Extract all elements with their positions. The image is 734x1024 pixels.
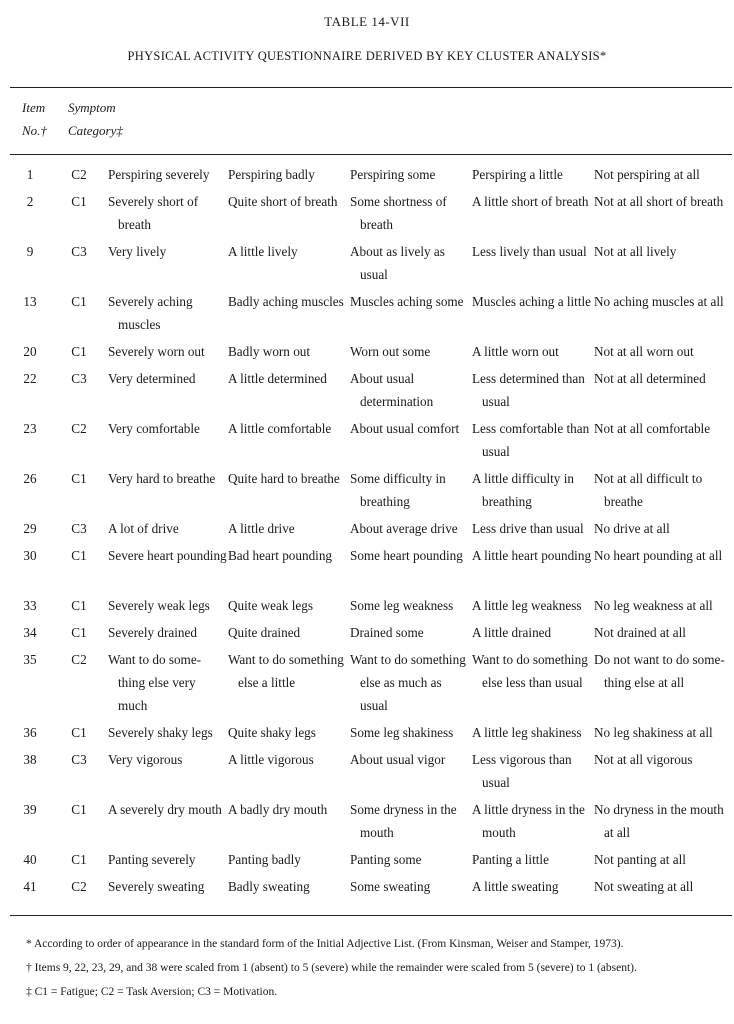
cell-symptom-category: C1 <box>71 625 87 640</box>
cell-item-no: 29 <box>23 521 37 536</box>
cell-severity-level-5: Severely aching muscles <box>108 294 193 332</box>
cell-item-no: 33 <box>23 598 37 613</box>
cell-severity-level-3: Drained some <box>350 625 424 640</box>
cell-item-no: 41 <box>23 879 37 894</box>
cell-severity-level-2: A little leg weakness <box>472 598 582 613</box>
cell-item-no: 9 <box>26 244 34 259</box>
cell-item-no: 23 <box>23 421 37 436</box>
cell-severity-level-1: No leg weakness at all <box>594 598 713 613</box>
cell-severity-level-1: Not at all short of breath <box>594 194 724 209</box>
cell-severity-level-1: Not at all determined <box>594 371 706 386</box>
cell-severity-level-4: Panting badly <box>228 852 301 867</box>
table-row <box>10 290 732 340</box>
cell-severity-level-5: Very determined <box>108 371 196 386</box>
cell-severity-level-3: About average drive <box>350 521 458 536</box>
cell-item-no: 36 <box>23 725 37 740</box>
table-row <box>10 798 732 848</box>
table-row <box>10 467 732 517</box>
cell-item-no: 39 <box>23 802 37 817</box>
cell-severity-level-3: Perspiring some <box>350 167 436 182</box>
cell-symptom-category: C3 <box>71 521 87 536</box>
cell-severity-level-1: No dryness in the mouth at all <box>594 802 724 840</box>
cell-severity-level-5: Very comfortable <box>108 421 200 436</box>
cell-severity-level-1: Not at all difficult to breathe <box>594 471 703 509</box>
cell-severity-level-5: Very hard to breathe <box>108 471 216 486</box>
cell-severity-level-2: Less drive than usual <box>472 521 584 536</box>
cell-severity-level-2: A little leg shakiness <box>472 725 582 740</box>
table-row <box>10 417 732 467</box>
header-rule <box>10 154 732 155</box>
table-title: PHYSICAL ACTIVITY QUESTIONNAIRE DERIVED BY KEY CLUSTER ANALYSIS* <box>127 49 607 63</box>
cell-item-no: 40 <box>23 852 37 867</box>
cell-item-no: 20 <box>23 344 37 359</box>
cell-symptom-category: C3 <box>71 371 87 386</box>
cell-severity-level-2: Want to do something else less than usual <box>472 652 588 690</box>
cell-severity-level-1: No aching muscles at all <box>594 294 724 309</box>
cell-severity-level-1: Not at all lively <box>594 244 677 259</box>
cell-severity-level-2: A little short of breath <box>472 194 589 209</box>
cell-symptom-category: C1 <box>71 194 87 209</box>
cell-severity-level-4: A little comfortable <box>228 421 332 436</box>
cell-symptom-category: C1 <box>71 548 87 563</box>
cell-severity-level-3: Some leg weakness <box>350 598 454 613</box>
cell-item-no: 22 <box>23 371 37 386</box>
cell-severity-level-4: A little determined <box>228 371 327 386</box>
cell-severity-level-2: Less comfortable than usual <box>472 421 590 459</box>
cell-item-no: 34 <box>23 625 37 640</box>
cell-severity-level-1: Do not want to do some-thing else at all <box>594 652 725 690</box>
cell-severity-level-4: Quite shaky legs <box>228 725 316 740</box>
cell-severity-level-2: Less vigorous than usual <box>472 752 572 790</box>
table-row <box>10 367 732 417</box>
cell-severity-level-3: Some shortness of breath <box>350 194 447 232</box>
header-item-line2: No.† <box>22 123 47 138</box>
table-row <box>10 517 732 544</box>
cell-severity-level-1: Not at all comfortable <box>594 421 711 436</box>
cell-item-no: 38 <box>23 752 37 767</box>
cell-severity-level-4: Want to do something else a little <box>228 652 344 690</box>
cell-symptom-category: C3 <box>71 752 87 767</box>
cell-severity-level-3: Some difficulty in breathing <box>350 471 446 509</box>
cell-severity-level-4: Quite short of breath <box>228 194 338 209</box>
cell-symptom-category: C1 <box>71 598 87 613</box>
cell-severity-level-4: A little lively <box>228 244 298 259</box>
cell-severity-level-2: Panting a little <box>472 852 549 867</box>
cell-severity-level-5: Severe heart pounding <box>108 548 227 563</box>
cell-severity-level-4: A badly dry mouth <box>228 802 328 817</box>
footnote-double-dagger: ‡ C1 = Fatigue; C2 = Task Aversion; C3 = Motivation. <box>26 986 278 998</box>
table-row <box>10 190 732 240</box>
table-row <box>10 240 732 290</box>
table-row <box>10 544 732 594</box>
table-row <box>10 748 732 798</box>
cell-severity-level-5: Perspiring severely <box>108 167 210 182</box>
cell-symptom-category: C3 <box>71 244 87 259</box>
cell-symptom-category: C2 <box>71 167 87 182</box>
table-row <box>10 163 732 190</box>
table-row <box>10 621 732 648</box>
cell-symptom-category: C1 <box>71 344 87 359</box>
header-item-no <box>22 96 47 142</box>
cell-severity-level-4: Perspiring badly <box>228 167 315 182</box>
cell-severity-level-4: A little drive <box>228 521 295 536</box>
footnote-dagger: † Items 9, 22, 23, 29, and 38 were scaled from 1 (absent) to 5 (severe) while the remainder were scaled from 5 (severe) to 1 (absent). <box>26 962 637 974</box>
cell-severity-level-5: Severely short of breath <box>108 194 199 232</box>
cell-item-no: 26 <box>23 471 37 486</box>
cell-severity-level-3: Some dryness in the mouth <box>350 802 457 840</box>
cell-severity-level-4: A little vigorous <box>228 752 314 767</box>
cell-item-no: 35 <box>23 652 37 667</box>
table-row <box>10 875 732 902</box>
cell-severity-level-2: A little dryness in the mouth <box>472 802 585 840</box>
cell-severity-level-5: Severely weak legs <box>108 598 210 613</box>
cell-symptom-category: C1 <box>71 294 87 309</box>
cell-severity-level-1: Not drained at all <box>594 625 686 640</box>
cell-symptom-category: C1 <box>71 471 87 486</box>
cell-severity-level-2: A little worn out <box>472 344 559 359</box>
cell-severity-level-5: Panting severely <box>108 852 196 867</box>
cell-severity-level-3: Want to do something else as much as usual <box>350 652 466 713</box>
cell-severity-level-2: Less lively than usual <box>472 244 587 259</box>
cell-severity-level-1: Not perspiring at all <box>594 167 700 182</box>
cell-severity-level-3: Some sweating <box>350 879 431 894</box>
cell-severity-level-3: Muscles aching some <box>350 294 464 309</box>
bottom-rule <box>10 915 732 916</box>
cell-severity-level-5: A severely dry mouth <box>108 802 222 817</box>
cell-severity-level-4: Bad heart pounding <box>228 548 333 563</box>
table-row <box>10 648 732 721</box>
cell-symptom-category: C2 <box>71 421 87 436</box>
cell-severity-level-1: No leg shakiness at all <box>594 725 713 740</box>
cell-severity-level-4: Quite hard to breathe <box>228 471 340 486</box>
cell-severity-level-4: Quite drained <box>228 625 301 640</box>
cell-severity-level-1: Not at all worn out <box>594 344 694 359</box>
cell-severity-level-3: About as lively as usual <box>350 244 445 282</box>
cell-severity-level-5: Severely drained <box>108 625 197 640</box>
cell-severity-level-3: Some leg shakiness <box>350 725 454 740</box>
cell-severity-level-3: About usual determination <box>350 371 434 409</box>
cell-severity-level-4: Quite weak legs <box>228 598 313 613</box>
cell-severity-level-5: Very lively <box>108 244 167 259</box>
cell-severity-level-4: Badly worn out <box>228 344 311 359</box>
cell-severity-level-2: A little difficulty in breathing <box>472 471 574 509</box>
header-symptom-line2: Category‡ <box>68 123 123 138</box>
table-row <box>10 848 732 875</box>
table-row <box>10 340 732 367</box>
cell-severity-level-2: Perspiring a little <box>472 167 563 182</box>
cell-severity-level-5: Very vigorous <box>108 752 183 767</box>
cell-severity-level-1: Not panting at all <box>594 852 686 867</box>
cell-severity-level-2: A little drained <box>472 625 552 640</box>
cell-severity-level-5: Severely sweating <box>108 879 205 894</box>
cell-symptom-category: C1 <box>71 852 87 867</box>
cell-severity-level-2: A little sweating <box>472 879 559 894</box>
cell-severity-level-3: Some heart pounding <box>350 548 463 563</box>
table-body <box>10 163 732 902</box>
header-item-line1: Item <box>22 100 46 115</box>
footnote-asterisk: * According to order of appearance in the standard form of the Initial Adjective List. (From Kinsman, Weiser and Stamper, 1973). <box>26 938 624 950</box>
table-row <box>10 594 732 621</box>
cell-severity-level-2: Muscles aching a little <box>472 294 592 309</box>
cell-severity-level-2: Less determined than usual <box>472 371 585 409</box>
cell-severity-level-2: A little heart pounding <box>472 548 592 563</box>
header-symptom-line1: Symptom <box>68 100 116 115</box>
questionnaire-table <box>10 163 732 902</box>
cell-symptom-category: C2 <box>71 879 87 894</box>
table-row <box>10 721 732 748</box>
cell-item-no: 13 <box>23 294 37 309</box>
cell-severity-level-5: Severely shaky legs <box>108 725 213 740</box>
header-symptom-category <box>68 96 123 142</box>
cell-severity-level-4: Badly aching muscles <box>228 294 344 309</box>
cell-severity-level-1: Not sweating at all <box>594 879 694 894</box>
top-rule <box>10 87 732 88</box>
cell-item-no: 30 <box>23 548 37 563</box>
cell-symptom-category: C1 <box>71 802 87 817</box>
cell-severity-level-1: No drive at all <box>594 521 670 536</box>
cell-severity-level-3: Worn out some <box>350 344 431 359</box>
cell-item-no: 1 <box>26 167 34 182</box>
cell-severity-level-3: About usual vigor <box>350 752 446 767</box>
cell-item-no: 2 <box>26 194 34 209</box>
cell-severity-level-3: Panting some <box>350 852 422 867</box>
cell-severity-level-5: A lot of drive <box>108 521 179 536</box>
cell-severity-level-4: Badly sweating <box>228 879 310 894</box>
table-number: TABLE 14-VII <box>324 14 410 29</box>
cell-severity-level-1: No heart pounding at all <box>594 548 723 563</box>
cell-severity-level-5: Severely worn out <box>108 344 205 359</box>
cell-symptom-category: C2 <box>71 652 87 667</box>
cell-symptom-category: C1 <box>71 725 87 740</box>
cell-severity-level-5: Want to do some-thing else very much <box>108 652 202 713</box>
cell-severity-level-1: Not at all vigorous <box>594 752 693 767</box>
cell-severity-level-3: About usual comfort <box>350 421 460 436</box>
